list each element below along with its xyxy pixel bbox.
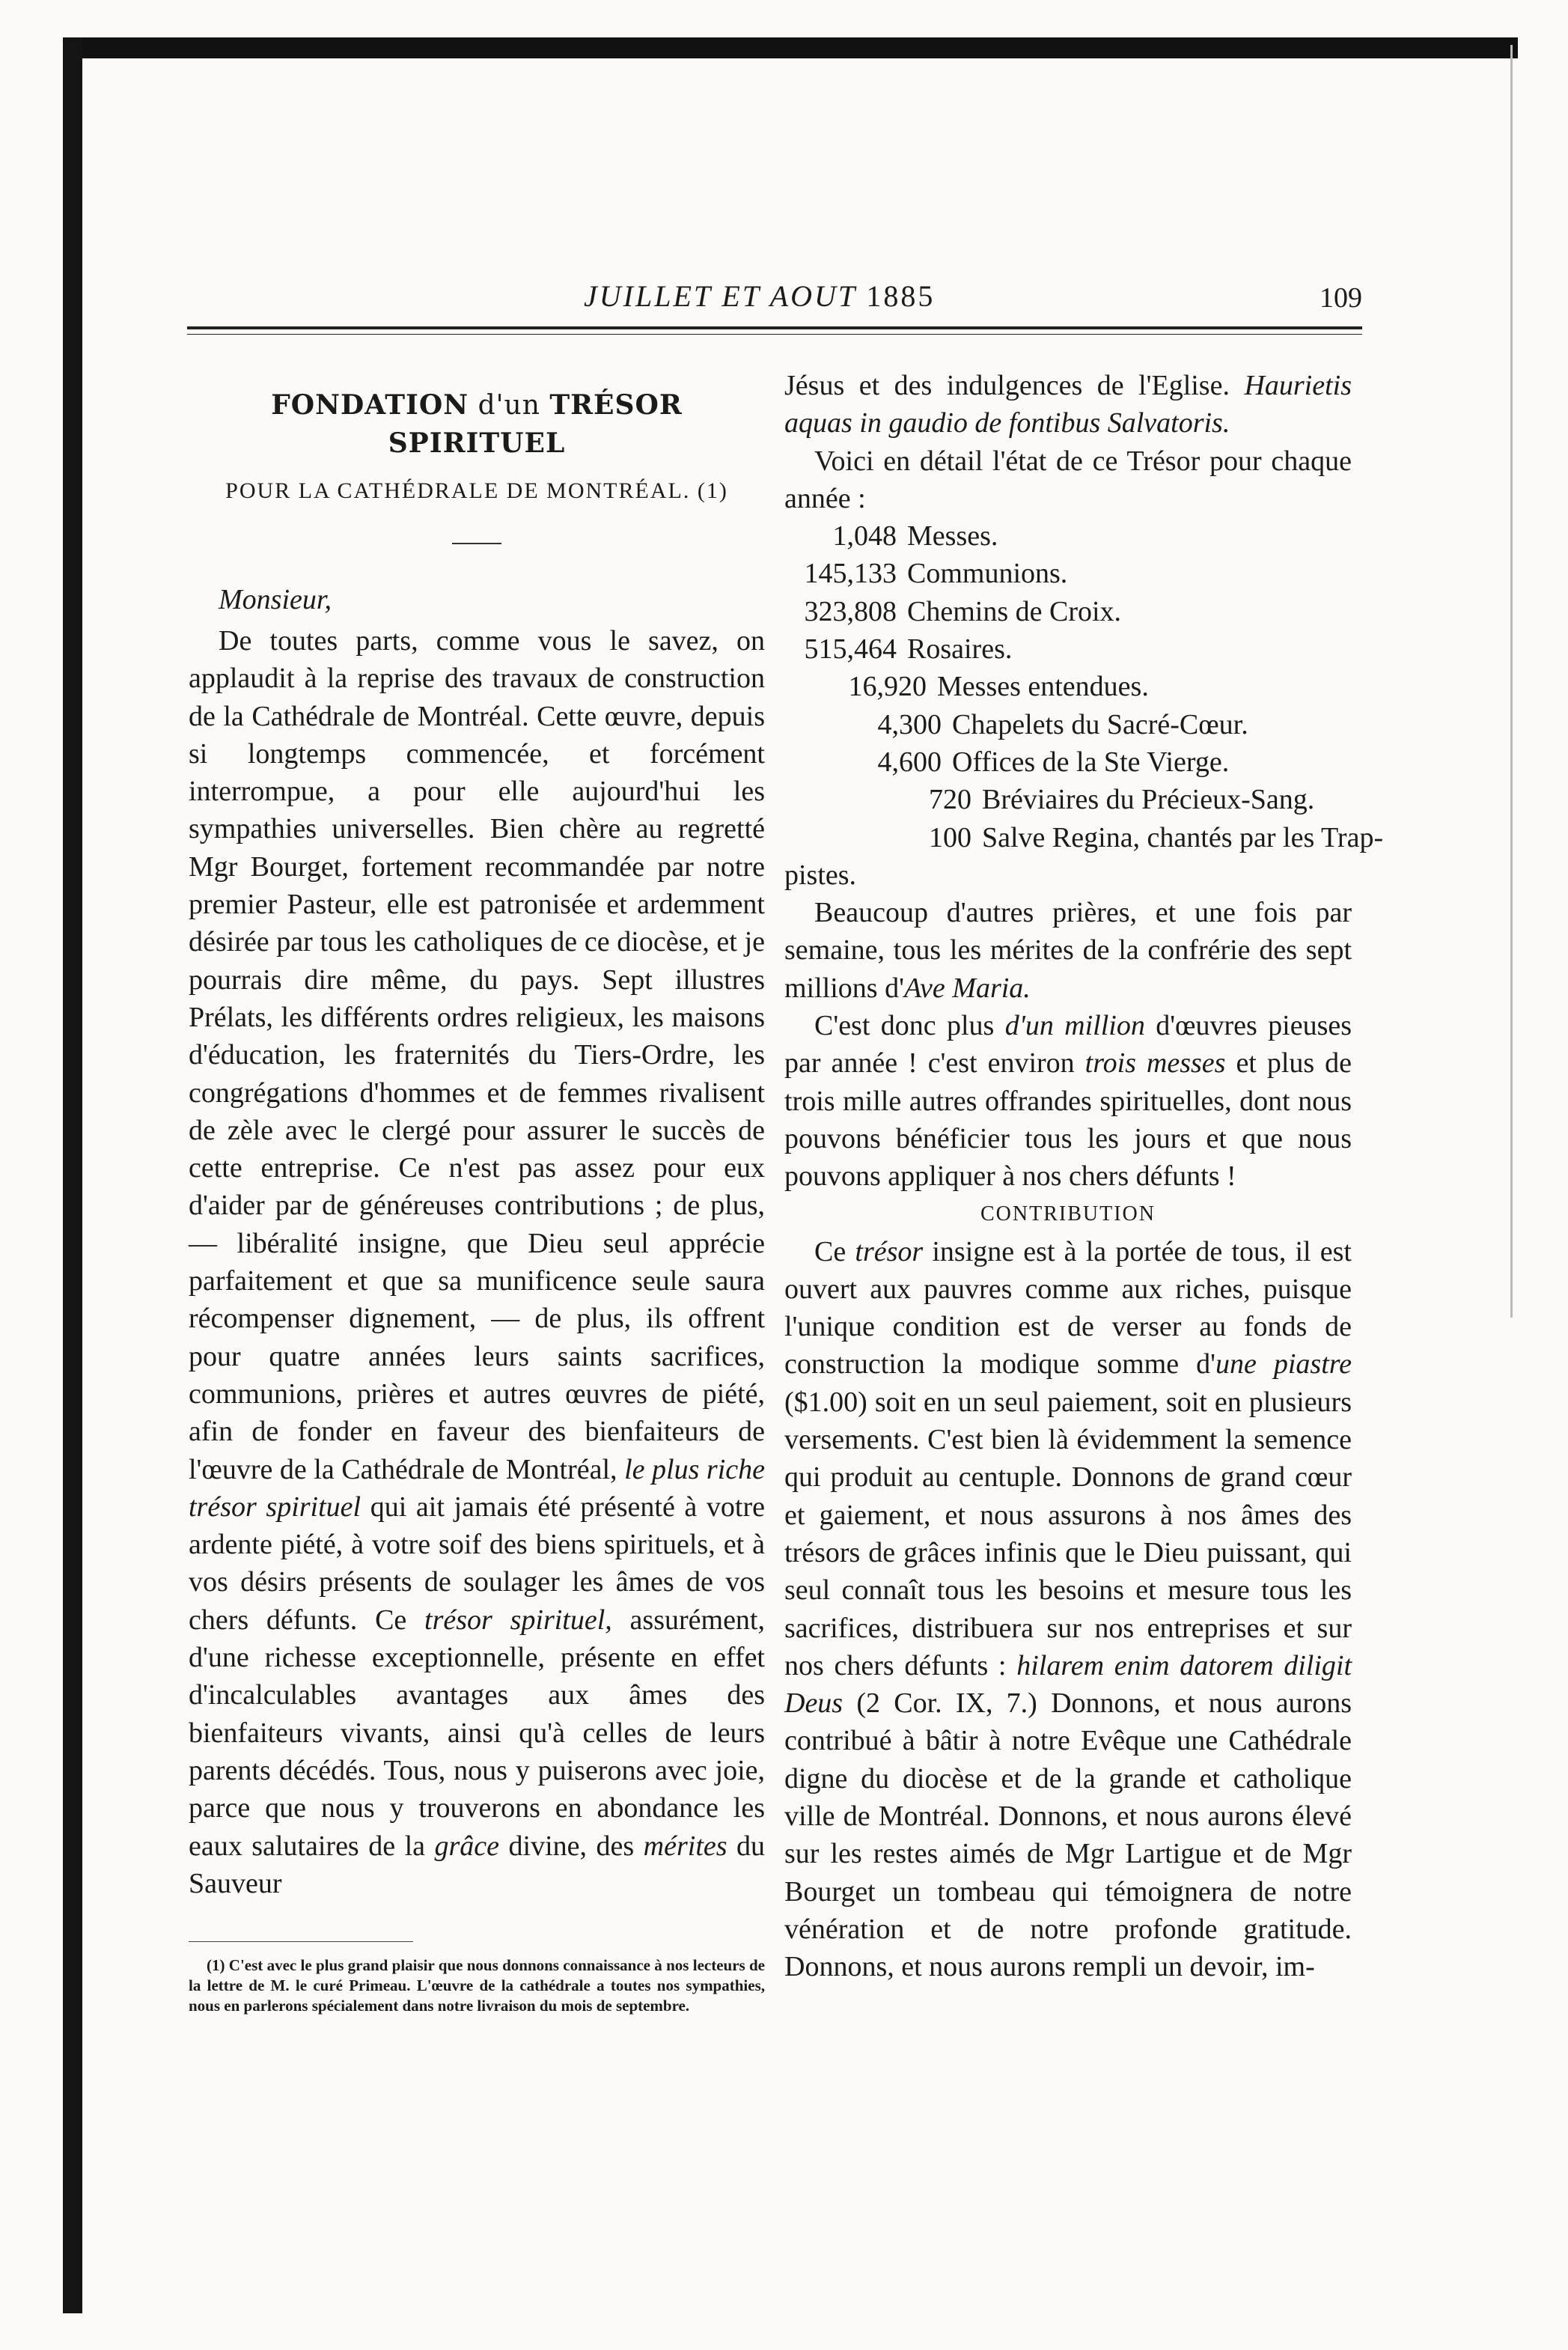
header-rule-thin — [187, 334, 1362, 335]
stat-row: 100 Salve Regina, chantés par les Trap- — [929, 821, 1384, 853]
stats-continuation: pistes. — [784, 859, 857, 891]
salutation: Monsieur, — [219, 584, 332, 615]
header-rule — [187, 326, 1362, 329]
running-title: JUILLET ET AOUT 1885 — [584, 279, 936, 313]
stat-row: 4,300 Chapelets du Sacré-Cœur. — [877, 708, 1248, 740]
scan-left-border — [63, 37, 82, 2313]
article-title: FONDATION d'un TRÉSOR SPIRITUEL — [271, 389, 683, 459]
left-column — [189, 374, 765, 2016]
body-paragraph: Ce trésor insigne est à la portée de tous, il est ouvert aux pauvres comme aux riches, puisque l'unique condition est de verser au fonds de construction la modique somme d'une piastre ($1.00) soit en un seul paiement, soit en plusieurs versements. C'est bien là évidemment la semence qui produit au centuple. Donnons de grand cœur et gaiement, et nous assurons à nos âmes des trésors de grâces infinis que le Dieu puissant, qui seul connaît tous les besoins et mesure tous les sacrifices, distribuera sur nos entreprises et sur nos chers défunts : hilarem enim datorem diligit Deus (2 Cor. IX, 7.) Donnons, et nous aurons contribué à bâtir à notre Evêque une Cathédrale digne du diocèse et de la grande et catholique ville de Montréal. Donnons, et nous aurons élevé sur les restes aimés de Mgr Lartigue et de Mgr Bourget un tombeau qui témoignera de notre vénération et de notre profonde gratitude. Donnons, et nous aurons rempli un devoir, im- — [784, 1235, 1352, 1983]
right-column — [784, 367, 1384, 1985]
stat-row: 323,808 Chemins de Croix. — [804, 595, 1122, 627]
body-paragraph: Beaucoup d'autres prières, et une fois par semaine, tous les mérites de la confrérie des sept millions d'Ave Maria. — [784, 897, 1352, 1004]
scan-right-edge — [1510, 45, 1513, 1318]
stat-row: 515,464 Rosaires. — [804, 633, 1013, 666]
stat-row: 16,920 Messes entendues. — [848, 671, 1149, 703]
body-paragraph: C'est donc plus d'un million d'œuvres pieuses par année ! c'est environ trois messes et plus de trois mille autres offrandes spirituelles, dont nous pouvons bénéficier tous les jours et que nous pouvons appliquer à nos chers défunts ! — [784, 1010, 1352, 1193]
page-number: 109 — [1320, 282, 1362, 314]
stat-row: 145,133 Communions. — [804, 558, 1068, 590]
scan-top-border — [66, 37, 1518, 58]
footnote-rule — [189, 1941, 413, 1942]
footnote: (1) C'est avec le plus grand plaisir que nous donnons connaissance à nos lecteurs de la lettre de M. le curé Primeau. L'œuvre de la cathédrale a toutes nos sympathies, nous en parlerons spécialement dans notre livraison du mois de septembre. — [189, 1956, 765, 2015]
stat-row: 1,048 Messes. — [832, 520, 998, 553]
running-head — [195, 278, 1362, 323]
body-paragraph: Jésus et des indulgences de l'Eglise. Haurietis aquas in gaudio de fontibus Salvatoris. — [784, 370, 1352, 439]
body-paragraph: Voici en détail l'état de ce Trésor pour chaque année : — [784, 445, 1352, 514]
article-subtitle: POUR LA CATHÉDRALE DE MONTRÉAL. (1) — [225, 478, 728, 503]
stat-row: 720 Bréviaires du Précieux-Sang. — [929, 784, 1315, 816]
section-heading: CONTRIBUTION — [980, 1202, 1156, 1226]
body-paragraph: De toutes parts, comme vous le savez, on applaudit à la reprise des travaux de construction de la Cathédrale de Montréal. Cette œuvre, depuis si longtemps commencée, et forcément interrompue, a pour elle aujourd'hui les sympathies universelles. Bien chère au regretté Mgr Bourget, fortement recommandée par notre premier Pasteur, elle est patronisée et ardemment désirée par tous les catholiques de ce diocèse, et je pourrais dire même, du pays. Sept illustres Prélats, les différents ordres religieux, les maisons d'éducation, les fraternités du Tiers-Ordre, les congrégations d'hommes et de femmes rivalisent de zèle avec le clergé pour assurer le succès de cette entreprise. Ce n'est pas assez pour eux d'aider par de généreuses contributions ; de plus, — libéralité insigne, que Dieu seul apprécie parfaitement et que sa munificence seule saura récompenser dignement, — de plus, ils offrent pour quatre années leurs saints sacrifices, communions, prières et autres œuvres de piété, afin de fonder en faveur des bienfaiteurs de l'œuvre de la Cathédrale de Montréal, le plus riche trésor spirituel qui ait jamais été présenté à votre ardente piété, à votre soif des biens spirituels, et à vos désirs présents de soulager les âmes de vos chers défunts. Ce trésor spirituel, assurément, d'une richesse exceptionnelle, présente en effet d'incalculables avantages aux âmes des bienfaiteurs vivants, ainsi qu'à celles de leurs parents décédés. Tous, nous y puiserons avec joie, parce que nous y trouverons en abondance les eaux salutaires de la grâce divine, des mérites du Sauveur — [189, 625, 766, 1899]
treasure-stats-list — [784, 517, 1384, 856]
stat-row: 4,600 Offices de la Ste Vierge. — [877, 746, 1230, 778]
title-separator — [452, 543, 501, 544]
